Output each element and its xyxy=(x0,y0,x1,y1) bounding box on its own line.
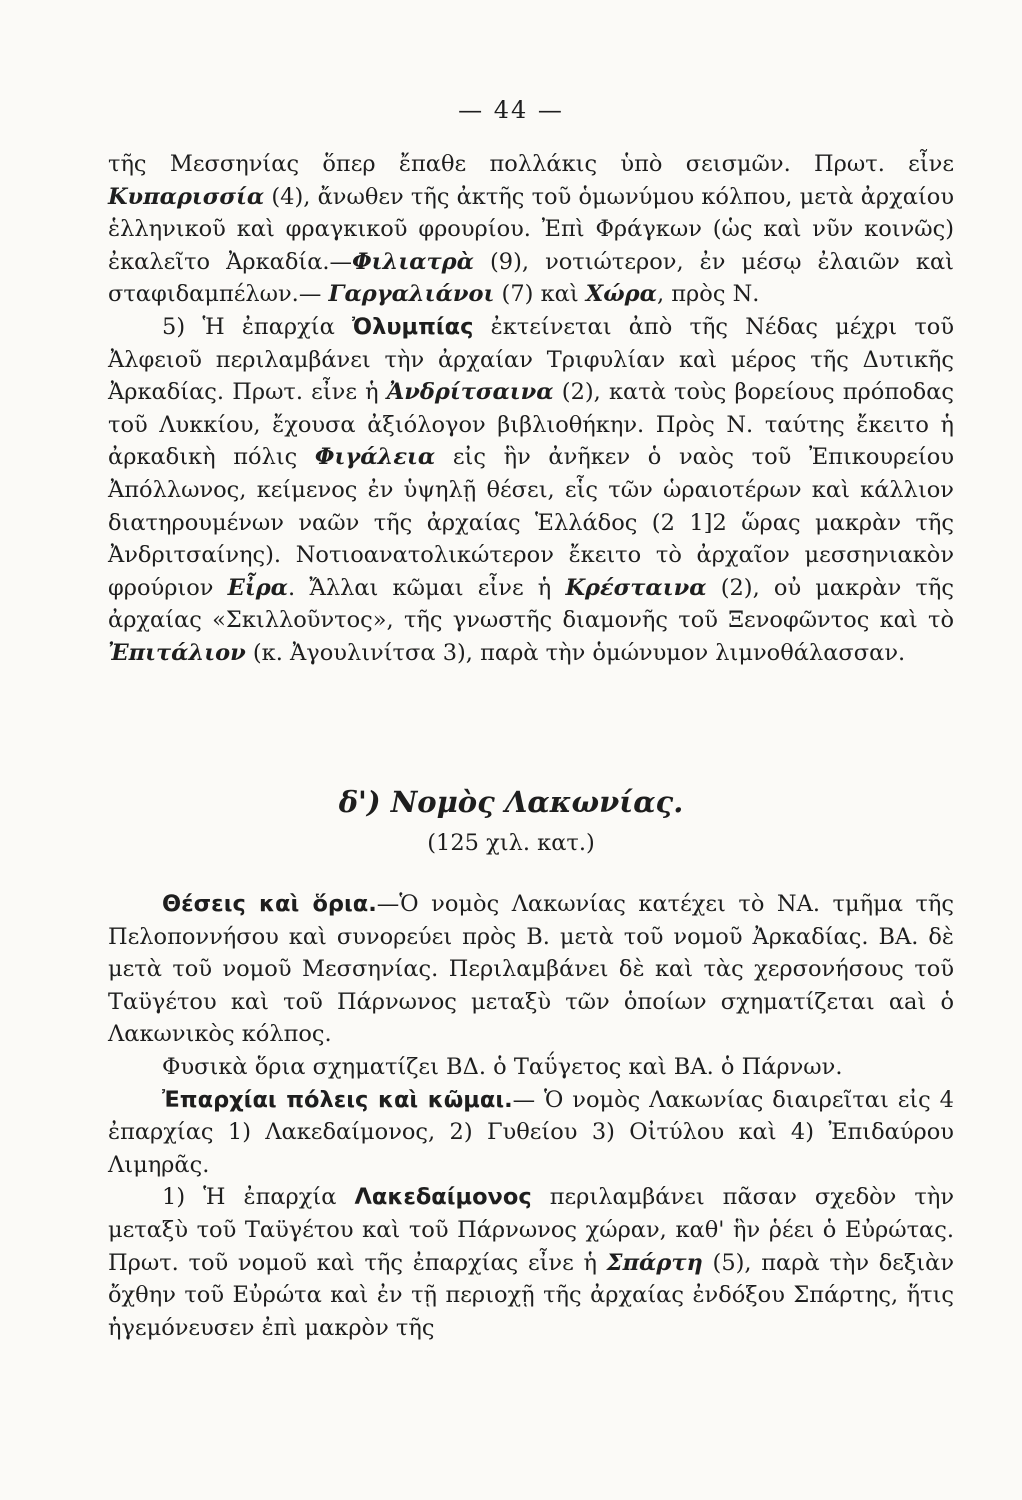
place-name: Κρέσταινα xyxy=(565,574,707,601)
place-name: Εἶρα xyxy=(227,574,288,601)
text-block-lower xyxy=(108,888,954,1344)
province-name: Λακεδαίμονος xyxy=(354,1184,532,1211)
paragraph-boundaries: Θέσεις καὶ ὅρια.—Ὁ νομὸς Λακωνίας κατέχει τὸ ΝΑ. τμῆμα τῆς Πελοποννήσου καὶ συνορεύει πρὸς Β. μετὰ τοῦ νομοῦ Ἀρκαδίας. ΒΑ. δὲ μετὰ τοῦ νομοῦ Μεσσηνίας. Περιλαμβάνει δὲ καὶ τὰς χερσονήσους τοῦ Ταϋγέτου καὶ τοῦ Πάρνωνος μεταξὺ τῶν ὁποίων σχηματίζεται αaὶ ὁ Λακωνικὸς κόλπος. xyxy=(108,891,954,1048)
place-name: Γαργαλιάνοι xyxy=(328,281,495,308)
paragraph-provinces: Ἐπαρχίαι πόλεις καὶ κῶμαι.— Ὁ νομὸς Λακωνίας διαιρεῖται εἰς 4 ἐπαρχίας 1) Λακεδαίμονος, 2) Γυθείου 3) Οἰτύλου καὶ 4) Ἐπιδαύρου Λιμηρᾶς. xyxy=(108,1086,954,1178)
section-subheading: (125 χιλ. κατ.) xyxy=(427,830,595,856)
place-name: Σπάρτη xyxy=(606,1249,703,1276)
province-name: Ὀλυμπίας xyxy=(352,313,474,340)
place-name: Κυπαρισσία xyxy=(108,183,265,210)
text-block-upper xyxy=(108,148,954,670)
place-name: Φιγάλεια xyxy=(314,444,436,471)
paragraph-lakedaimon: 1) Ἡ ἐπαρχία Λακεδαίμονος περιλαμβάνει πᾶσαν σχεδὸν τὴν μεταξὺ τοῦ Ταϋγέτου καὶ τοῦ Πάρνωνος χώραν, καθ' ἣν ῥέει ὁ Εὐρώτας. Πρωτ. τοῦ νομοῦ καὶ τῆς ἐπαρχίας εἶνε ἡ Σπάρτη (5), παρὰ τὴν δεξιὰν ὄχθην τοῦ Εὐρώτα καὶ ἐν τῇ περιοχῇ τῆς ἀρχαίας ἐνδόξου Σπάρτης, ἥτις ἡγεμόνευσεν ἐπὶ μακρὸν τῆς xyxy=(108,1184,954,1341)
paragraph-natural-borders: Φυσικὰ ὅρια σχηματίζει ΒΔ. ὁ Ταΰγετος καὶ ΒΑ. ὁ Πάρνων. xyxy=(162,1053,843,1080)
subsection-title: Ἐπαρχίαι πόλεις καὶ κῶμαι. xyxy=(162,1086,513,1113)
place-name: Χώρα xyxy=(585,281,657,308)
place-name: Φιλιατρὰ xyxy=(352,248,474,275)
place-name: Ἀνδρίτσαινα xyxy=(386,379,554,406)
page-number: — 44 — xyxy=(458,96,564,124)
place-name: Ἐπιτάλιον xyxy=(108,639,246,666)
paragraph-messenia-continuation: τῆς Μεσσηνίας ὅπερ ἔπαθε πολλάκις ὑπὸ σεισμῶν. Πρωτ. εἶνε Κυπαρισσία (4), ἄνωθεν τῆς ἀκτῆς τοῦ ὁμωνύμου κόλπου, μετὰ ἀρχαίου ἑλληνικοῦ καὶ φραγκικοῦ φρουρίου. Ἐπὶ Φράγκων (ὡς καὶ νῦν κοινῶς) ἐκαλεῖτο Ἀρκαδία.—Φιλιατρὰ (9), νοτιώτερον, ἐν μέσῳ ἐλαιῶν καὶ σταφιδαμπέλων.— Γαργαλιάνοι (7) καὶ Χώρα, πρὸς Ν. xyxy=(108,151,954,308)
subsection-title: Θέσεις καὶ ὅρια. xyxy=(162,891,377,917)
section-heading: δ') Νομὸς Λακωνίας. xyxy=(338,785,684,819)
paragraph-olympia: 5) Ἡ ἐπαρχία Ὀλυμπίας ἐκτείνεται ἀπὸ τῆς Νέδας μέχρι τοῦ Ἀλφειοῦ περιλαμβάνει τὴν ἀρχαίαν Τριφυλίαν καὶ μέρος τῆς Δυτικῆς Ἀρκαδίας. Πρωτ. εἶνε ἡ Ἀνδρίτσαινα (2), κατὰ τοὺς βορείους πρόποδας τοῦ Λυκκίου, ἔχουσα ἀξιόλογον βιβλιοθήκην. Πρὸς Ν. ταύτης ἔκειτο ἡ ἀρκαδικὴ πόλις Φιγάλεια εἰς ἣν ἀνῆκεν ὁ ναὸς τοῦ Ἐπικουρείου Ἀπόλλωνος, κείμενος ἐν ὑψηλῇ θέσει, εἷς τῶν ὡραιοτέρων καὶ κάλλιον διατηρουμένων ναῶν τῆς ἀρχαίας Ἑλλάδος (2 1]2 ὥρας μακρὰν τῆς Ἀνδριτσαίνης). Νοτιοανατολικώτερον ἔκειτο τὸ ἀρχαῖον μεσσηνιακὸν φρούριον Εἶρα. Ἄλλαι κῶμαι εἶνε ἡ Κρέσταινα (2), οὐ μακρὰν τῆς ἀρχαίας «Σκιλλοῦντος», τῆς γνωστῆς διαμονῆς τοῦ Ξενοφῶντος καὶ τὸ Ἐπιτάλιον (κ. Ἀγουλινίτσα 3), παρὰ τὴν ὁμώνυμον λιμνοθάλασσαν. xyxy=(108,313,954,666)
